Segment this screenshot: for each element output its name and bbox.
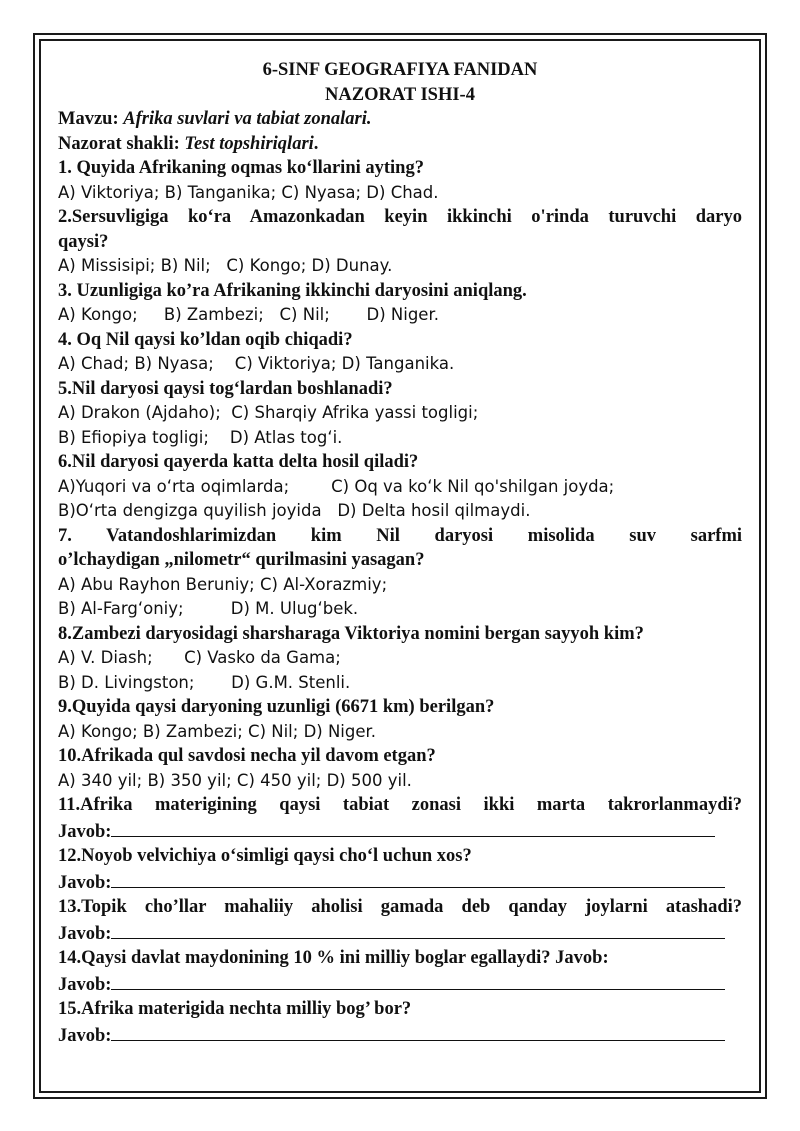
question-9: 9.Quyida qaysi daryoning uzunligi (6671 km) berilgan? bbox=[58, 697, 495, 717]
answers-5-line-1: A) Drakon (Ajdaho); C) Sharqiy Afrika yassi togligi; bbox=[58, 403, 479, 422]
answer-blank-11[interactable] bbox=[111, 818, 715, 837]
answers-7-line-2: B) Al-Fargʻoniy; D) M. Ulugʻbek. bbox=[58, 599, 359, 618]
question-3: 3. Uzunligiga ko’ra Afrikaning ikkinchi daryosini aniqlang. bbox=[58, 280, 527, 301]
answer-line-14 bbox=[58, 971, 742, 998]
answers-4: A) Chad; B) Nyasa; C) Viktoriya; D) Tanganika. bbox=[58, 354, 455, 373]
answers-2: A) Missisipi; B) Nil; C) Kongo; D) Dunay. bbox=[58, 256, 393, 275]
answer-line-11 bbox=[58, 818, 742, 845]
answer-label-14: Javob: bbox=[58, 974, 112, 995]
answers-8-line-2: B) D. Livingston; D) G.M. Stenli. bbox=[58, 672, 351, 692]
answers-7-line-1: A) Abu Rayhon Beruniy; C) Al-Xorazmiy; bbox=[58, 574, 388, 594]
question-1: 1. Quyida Afrikaning oqmas koʻllarini ayting? bbox=[58, 158, 424, 178]
topic-value: Afrika suvlari va tabiat zonalari. bbox=[123, 109, 372, 129]
question-11: 11.Afrika materigining qaysi tabiat zonasi ikki marta takrorlanmaydi? bbox=[58, 795, 742, 815]
question-10: 10.Afrikada qul savdosi necha yil davom etgan? bbox=[58, 746, 436, 766]
question-5: 5.Nil daryosi qaysi togʻlardan boshlanadi? bbox=[58, 378, 393, 399]
answers-1: A) Viktoriya; B) Tanganika; C) Nyasa; D) Chad. bbox=[58, 182, 439, 202]
title-line-1: 6-SINF GEOGRAFIYA FANIDAN bbox=[262, 60, 538, 80]
question-8: 8.Zambezi daryosidagi sharsharaga Viktoriya nomini bergan sayyoh kim? bbox=[58, 623, 644, 644]
answer-blank-12[interactable] bbox=[111, 869, 725, 888]
answer-blank-15[interactable] bbox=[111, 1022, 725, 1041]
question-13: 13.Topik cho’llar mahaliiy aholisi gamada deb qanday joylarni atashadi? bbox=[58, 897, 742, 917]
answers-6-line-1: A)Yuqori va oʻrta oqimlarda; C) Oq va koʻk Nil qo'shilgan joyda; bbox=[58, 476, 615, 496]
answers-8-line-1: A) V. Diash; C) Vasko da Gama; bbox=[58, 648, 341, 667]
question-7-line-1: 7. Vatandoshlarimizdan kim Nil daryosi misolida suv sarfmi bbox=[58, 525, 742, 546]
question-4: 4. Oq Nil qaysi ko’ldan oqib chiqadi? bbox=[58, 329, 353, 350]
answer-label-12: Javob: bbox=[58, 872, 112, 893]
answer-blank-13[interactable] bbox=[111, 920, 725, 939]
answer-line-13 bbox=[58, 920, 742, 947]
question-7-line-2: o’lchaydigan „nilometr“ qurilmasini yasagan? bbox=[58, 550, 425, 570]
answers-6-line-2: B)Oʻrta dengizga quyilish joyida D) Delta hosil qilmaydi. bbox=[58, 501, 531, 520]
answers-3: A) Kongo; B) Zambezi; C) Nil; D) Niger. bbox=[58, 305, 439, 324]
answer-blank-14[interactable] bbox=[111, 971, 725, 990]
topic-line bbox=[58, 107, 742, 132]
question-6: 6.Nil daryosi qayerda katta delta hosil qiladi? bbox=[58, 452, 419, 472]
format-line bbox=[58, 132, 742, 157]
answer-line-12 bbox=[58, 869, 742, 896]
answer-label-11: Javob: bbox=[58, 821, 112, 842]
topic-label: Mavzu: bbox=[58, 109, 119, 129]
question-2-line-1: 2.Sersuvligiga koʻra Amazonkadan keyin ikkinchi o'rinda turuvchi daryo bbox=[58, 207, 742, 227]
title-line-2: NAZORAT ISHI-4 bbox=[325, 84, 475, 105]
question-15: 15.Afrika materigida nechta milliy bog’ bor? bbox=[58, 999, 412, 1019]
answer-label-15: Javob: bbox=[58, 1025, 112, 1046]
answer-line-15 bbox=[58, 1022, 742, 1049]
format-period: . bbox=[313, 133, 319, 154]
answer-label-13: Javob: bbox=[58, 923, 112, 944]
answers-9: A) Kongo; B) Zambezi; C) Nil; D) Niger. bbox=[58, 721, 377, 741]
answers-5-line-2: B) Efiopiya togligi; D) Atlas togʻi. bbox=[58, 427, 343, 447]
question-2-line-2: qaysi? bbox=[58, 231, 109, 252]
question-14: 14.Qaysi davlat maydonining 10 % ini milliy boglar egallaydi? Javob: bbox=[58, 948, 609, 968]
answers-10: A) 340 yil; B) 350 yil; C) 450 yil; D) 500 yil. bbox=[58, 770, 412, 790]
test-document bbox=[58, 58, 742, 1048]
format-value: Test topshiriqlari bbox=[184, 133, 314, 154]
question-12: 12.Noyob velvichiya oʻsimligi qaysi choʻl uchun xos? bbox=[58, 846, 472, 866]
format-label: Nazorat shakli: bbox=[58, 133, 180, 154]
